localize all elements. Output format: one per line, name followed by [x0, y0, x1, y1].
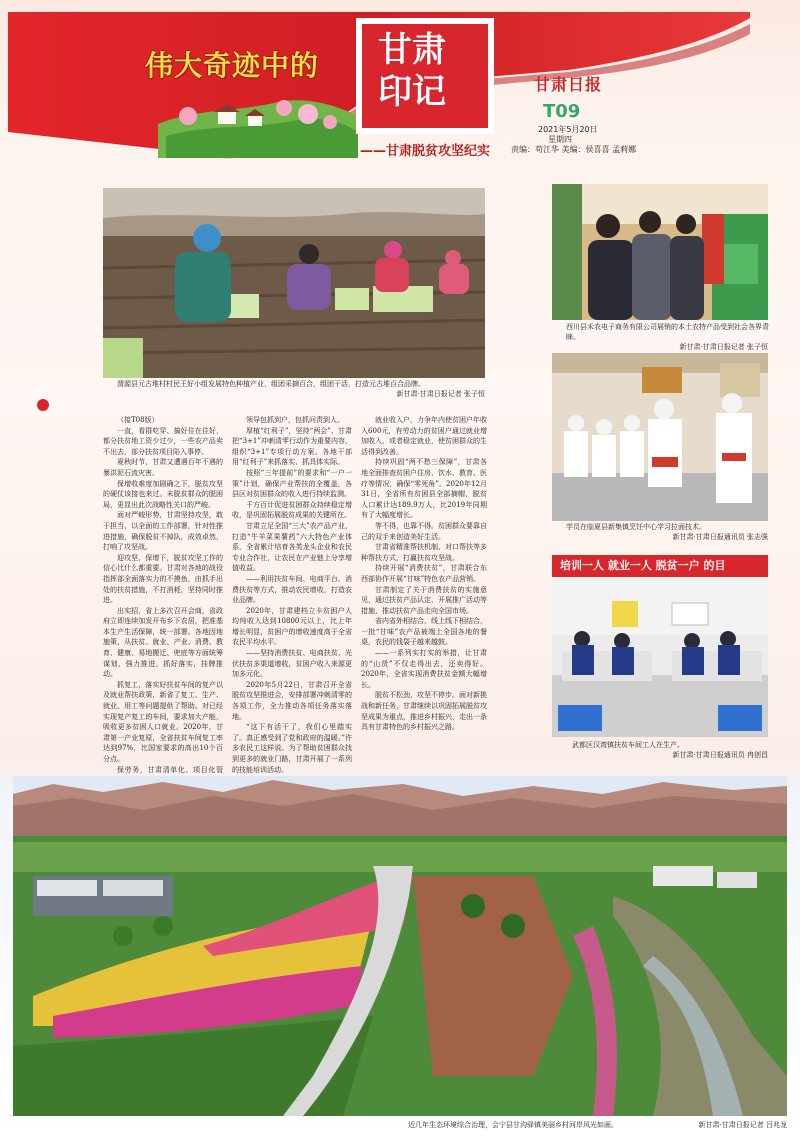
- article-paragraph: 甘肃制定了关于消费扶贫的实施意见，通过扶贫产品认定、开展推广活动等措施，推动扶贫产品走向全国市场。: [361, 585, 487, 615]
- article-paragraph: 甘肃省精准帮扶机制、对口帮扶等多种帮扶方式，打赢扶贫攻坚战。: [361, 543, 487, 562]
- photo-ecommerce-credit: 新甘肃·甘肃日报记者 张子恒: [679, 343, 768, 351]
- issue-date: 2021年5月20日: [538, 125, 598, 134]
- issue-weekday: 星期四: [548, 135, 572, 144]
- photo-poverty-workshop: [552, 555, 768, 737]
- article-paragraph: 2020年，甘肃建档立卡贫困户人均纯收入达到10800元以上，比上年增长明显，贫困户的增收速度高于全省农民平均水平。: [232, 606, 352, 647]
- article-paragraph: 迎攻坚，保增下，脱贫攻坚工作的信心比什么都重要。甘肃对各地的战役指挥部全面落实力的不摸鱼，由抓手出处的扶贫措施，不打消耗，坚持同时推进。: [103, 553, 223, 605]
- article-column-2: [232, 415, 352, 774]
- article-column-1: [103, 415, 223, 774]
- article-paragraph: 保劳务，甘肃清单化、项目化管: [117, 765, 223, 774]
- headline: 伟大奇迹中的: [145, 49, 320, 82]
- photo-lily-harvest-caption: 渭源县元古堆村村民王好小组发展特色种植产业，组团采摘百合，组团干活，打造元古堆百合品牌。: [117, 380, 425, 388]
- article-paragraph: ——坚持消费扶贫、电商扶贫、光伏扶贫多渠道增收，贫困户收入来源更加多元化。: [232, 649, 352, 679]
- article-column-3: [361, 415, 487, 760]
- article-paragraph: 千方百计促进贫困群众持续稳定增收，是巩固拓展脱贫成果的关键所在。: [232, 500, 352, 520]
- article-paragraph: 脱贫不松劲，攻坚不停步。面对新挑战和新任务，甘肃继续以巩固拓展脱贫攻坚成果为重点，推进乡村振兴，走出一条具有甘肃特色的乡村振兴之路。: [361, 691, 487, 732]
- article-paragraph: ——利用扶贫车间、电商平台、消费扶贫等方式，推动农民增收，打造农业品牌。: [232, 574, 352, 605]
- workshop-banner-slogan: 培训一人 就业一人 脱贫一户 的目: [560, 559, 726, 572]
- photo-lily-harvest: [103, 188, 485, 378]
- article-paragraph: 持续开展“消费扶贫”，甘肃联合东西部协作开展“甘味”特色农产品营销。: [361, 564, 487, 583]
- editor-credits: 责编：苟江华 美编：侯喜喜 孟莉娜: [511, 145, 637, 154]
- photo-panorama-caption: 近几年生态环境综合治理，会宁县甘沟驿镇美丽乡村河岸风光如画。: [408, 1121, 618, 1129]
- article-paragraph: （接T08版）: [117, 416, 159, 424]
- article-paragraph: 夏秋时节，甘肃又遭遇百年不遇的暴洪泥石流灾害。: [103, 458, 223, 477]
- article-paragraph: 就业收入户，力争年内使贫困户年收入600元，有劳动力的贫困户通过就业增加收入，或者稳定就业，使贫困群众的生活得到改善。: [361, 416, 487, 456]
- article-paragraph: “这下有活干了，我们心里踏实了。真正感受到了党和政府的温暖。”许多农民工这样说。为了帮助贫困群众找到更多的就业门路，甘肃开展了一系列的技能培训活动。: [232, 723, 352, 774]
- photo-noodle-training: [552, 353, 768, 521]
- photo-lily-harvest-credit: 新甘肃·甘肃日报记者 张子恒: [396, 390, 485, 398]
- page-number: T09: [543, 101, 581, 122]
- section-marker-dot: [37, 399, 49, 411]
- photo-ecommerce-caption: 西川县禾农电子商务有限公司展销的本土农特产品受到社会各界青睐。: [566, 323, 769, 341]
- article-paragraph: 领导包抓到户，包抓问责到人。: [246, 416, 344, 424]
- article-paragraph: 保增收难度加剧确之下，脱贫攻坚的硬仗该接也来过。未脱贫群众的脱困局，更显出此次战略性关口的严峻。: [103, 479, 223, 509]
- photo-workshop-credit: 新甘肃·甘肃日报通讯员 冉创昌: [672, 751, 768, 759]
- article-paragraph: 面对严峻形势，甘肃坚持攻坚，敢于担当，以全面的工作部署，针对性推进措施，确保脱贫不掉队，成效卓然，打响了攻坚战。: [103, 511, 223, 552]
- article-paragraph: ——一系列实打实的举措，让甘肃的“山货”不仅走得出去，还卖得好。2020年，全省实现消费扶贫金额大幅增长。: [361, 649, 487, 689]
- photo-village-panorama: [13, 776, 787, 1116]
- headline-seal: [356, 18, 498, 138]
- subheadline: ——甘肃脱贫攻坚纪实: [360, 144, 491, 159]
- newspaper-logo: 甘肃日报: [534, 75, 603, 94]
- article-paragraph: 一直，看群吃穿、搞好住在住好，都分扶贫地工资少过少，一些农产品卖不出去，部分扶贫项目陷入事停。: [103, 426, 223, 456]
- article-paragraph: 抓复工，落实好扶贫车间的复产以及就业帮扶政策，新省了复工、生产、就业、用工等问题提供了帮助。对已经实现复产复工的车间，要求加大产能，吸收更多贫困人口就业。2020年，甘肃第一产业复原，全省扶贫车间复工率达到97%，比国家要求的高出10个百分点。: [103, 680, 223, 763]
- article-paragraph: 省内省外相结合，线上线下相结合，一批“甘味”农产品被端上全国各地的餐桌，农民的钱袋子越来越鼓。: [361, 617, 487, 647]
- article-paragraph: 按照“三年提前”的要求和“一户一策”计划，确保产业帮扶的全覆盖，各县区对贫困群众的收入进行持续监测。: [232, 468, 352, 499]
- photo-noodle-credit: 新甘肃·甘肃日报通讯员 张志强: [672, 533, 768, 541]
- article-paragraph: 甘肃立足全国“三大”农产品产业，打造“牛羊菜果薯药”六大特色产业体系，全省累计培育各类龙头企业和农民专业合作社，让农民在产业链上分享增值收益。: [232, 521, 352, 573]
- article-paragraph: 持续巩固“两不愁三保障”，甘肃各地全面排查贫困户住房、饮水、教育、医疗等情况，确保“零死角”。2020年12月31日，全省所有贫困县全部摘帽，脱贫人口累计达189.9万人，比2019年同期有了大幅度增长。: [361, 458, 487, 520]
- photo-panorama-credit: 新甘肃·甘肃日报记者 吕兆龙: [698, 1121, 787, 1129]
- article-paragraph: 出实招，省上多次召开会商，省政府立即连续加发开布乡下农居，把准基本生产生活保障，统一部署。各地因地施策，从扶贫、就业、产业、消费、教育、健康、易地搬迁、兜底等方面统筹谋划，强力推进，抓好落实，挂牌推动。: [103, 606, 223, 679]
- article-paragraph: 2020年5月22日，甘肃召开全省脱贫攻坚推进会，安排部署冲刺清零的各项工作，全力推动各项任务落实落地。: [232, 680, 352, 721]
- photo-noodle-caption: 学员在临夏县新集镇烹饪中心学习拉面技术。: [566, 523, 706, 531]
- photo-ecommerce-shop: [552, 184, 768, 320]
- article-paragraph: 等不得，也靠不得。贫困群众要靠自己的双手来创造美好生活。: [361, 521, 487, 541]
- article-paragraph: 厚植“红利子”，坚持“两会”、甘肃把“3+1”冲刺清零行动作为重要内容，组织“3+1”专项行动方案。各地干部用“红利子”来抓落实、抓具体实际。: [232, 426, 352, 467]
- photo-workshop-caption: 武都区汉湾镇扶贫车间工人在生产。: [572, 741, 684, 749]
- seal-text-line1: 甘肃: [378, 30, 446, 70]
- seal-text-line2: 印记: [378, 72, 446, 112]
